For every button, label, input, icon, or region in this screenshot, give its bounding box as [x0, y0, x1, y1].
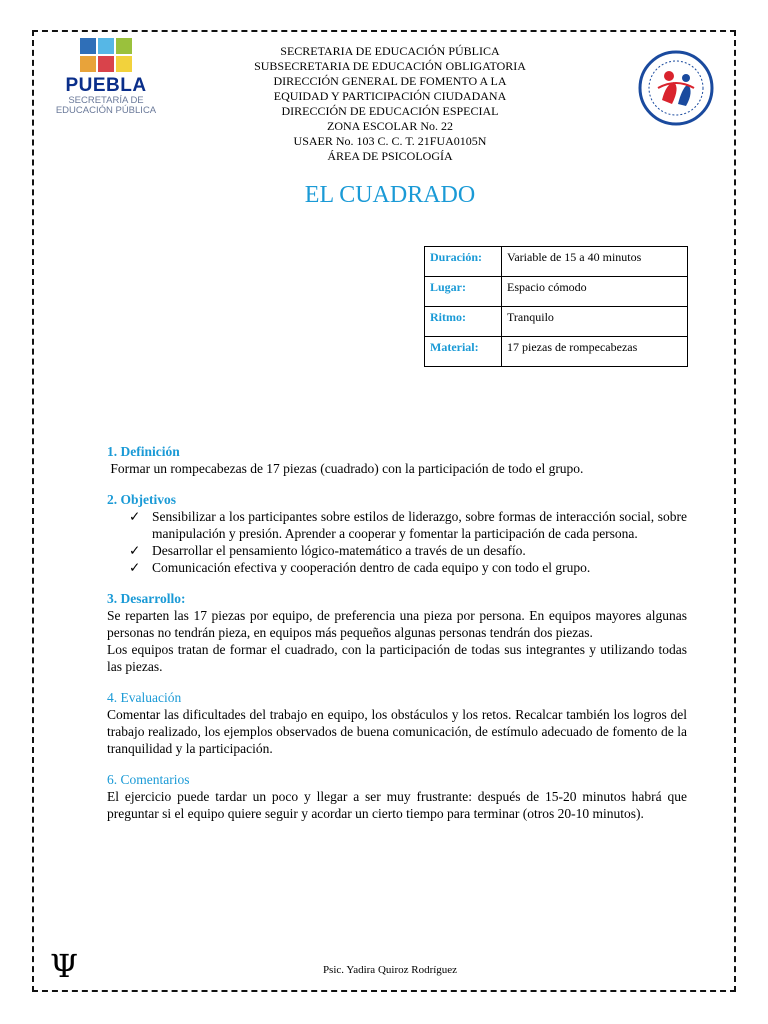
check-icon: ✓ [129, 509, 141, 524]
section-title-comentarios: 6. Comentarios [107, 772, 190, 787]
list-item [129, 559, 687, 576]
header-line: SECRETARIA DE EDUCACIÓN PÚBLICA [280, 44, 500, 58]
list-item [129, 508, 687, 542]
info-label: Material: [425, 337, 502, 367]
document-title: EL CUADRADO [304, 182, 476, 208]
info-table [424, 246, 688, 367]
section-title-objetivos: 2. Objetivos [107, 492, 176, 507]
objetivo-text: Comunicación efectiva y cooperación dentro de cada equipo y con todo el grupo. [152, 560, 591, 575]
comentarios-text: El ejercicio puede tardar un poco y llegar a ser muy frustrante: después de 15-20 minutos habrá que preguntar si el equipo quiere seguir y acordar un cierto tiempo para terminar (otros 20-10 minutos). [107, 789, 687, 821]
desarrollo-paragraph: Se reparten las 17 piezas por equipo, de preferencia una pieza por persona. En equipos mayores algunas personas no tendrán pieza, en equipos más pequeños algunas personas tendrán dos piezas. [107, 608, 687, 640]
check-icon: ✓ [129, 560, 141, 575]
header-line: ÁREA DE PSICOLOGÍA [327, 149, 453, 163]
psi-icon: Ψ [50, 947, 79, 985]
info-value: Variable de 15 a 40 minutos [502, 247, 688, 277]
header-line: EQUIDAD Y PARTICIPACIÓN CIUDADANA [273, 89, 507, 103]
info-value: 17 piezas de rompecabezas [502, 337, 688, 367]
objetivo-text: Sensibilizar a los participantes sobre estilos de liderazgo, sobre formas de interacción social, sobre manipulación y presión. Aprender a cooperar y fomentar la participación de cada persona. [152, 509, 687, 541]
desarrollo-paragraph: Los equipos tratan de formar el cuadrado, con la participación de todas sus integrantes y utilizando todas las piezas. [107, 642, 687, 674]
info-row [425, 277, 688, 307]
header-line: ZONA ESCOLAR No. 22 [326, 119, 453, 133]
list-item [129, 542, 687, 559]
section-title-desarrollo: 3. Desarrollo: [107, 591, 186, 606]
info-row [425, 247, 688, 277]
inclusion-seal-icon [636, 48, 716, 128]
objetivos-list [107, 508, 687, 576]
section-title-definicion: 1. Definición [107, 444, 180, 459]
evaluacion-text: Comentar las dificultades del trabajo en equipo, los obstáculos y los retos. Recalcar también los logros del trabajo realizado, los ejemplos observados de buena comunicación, de estímulo adecuado de fomento de la tranquilidad y la participación. [107, 707, 687, 756]
logo-squares-icon [80, 38, 132, 76]
institution-header [180, 44, 600, 164]
logo-subtitle: SECRETARÍA DE EDUCACIÓN PÚBLICA [55, 95, 157, 116]
info-label: Ritmo: [425, 307, 502, 337]
header-line: SUBSECRETARIA DE EDUCACIÓN OBLIGATORIA [254, 59, 526, 73]
info-row [425, 307, 688, 337]
info-label: Duración: [425, 247, 502, 277]
logo-brand: PUEBLA [65, 75, 147, 96]
objetivo-text: Desarrollar el pensamiento lógico-matemático a través de un desafío. [152, 543, 526, 558]
section-title-evaluacion: 4. Evaluación [107, 690, 182, 705]
puebla-logo [50, 38, 162, 118]
document-body [107, 443, 687, 822]
author-signature: Psic. Yadira Quiroz Rodríguez [322, 964, 458, 976]
definicion-text: Formar un rompecabezas de 17 piezas (cuadrado) con la participación de todo el grupo. [107, 461, 584, 476]
check-icon: ✓ [129, 543, 141, 558]
header-line: DIRECCIÓN GENERAL DE FOMENTO A LA [273, 74, 507, 88]
header-line: USAER No. 103 C. C. T. 21FUA0105N [293, 134, 487, 148]
info-value: Tranquilo [502, 307, 688, 337]
header-line: DIRECCIÓN DE EDUCACIÓN ESPECIAL [281, 104, 499, 118]
info-row [425, 337, 688, 367]
info-label: Lugar: [425, 277, 502, 307]
info-value: Espacio cómodo [502, 277, 688, 307]
